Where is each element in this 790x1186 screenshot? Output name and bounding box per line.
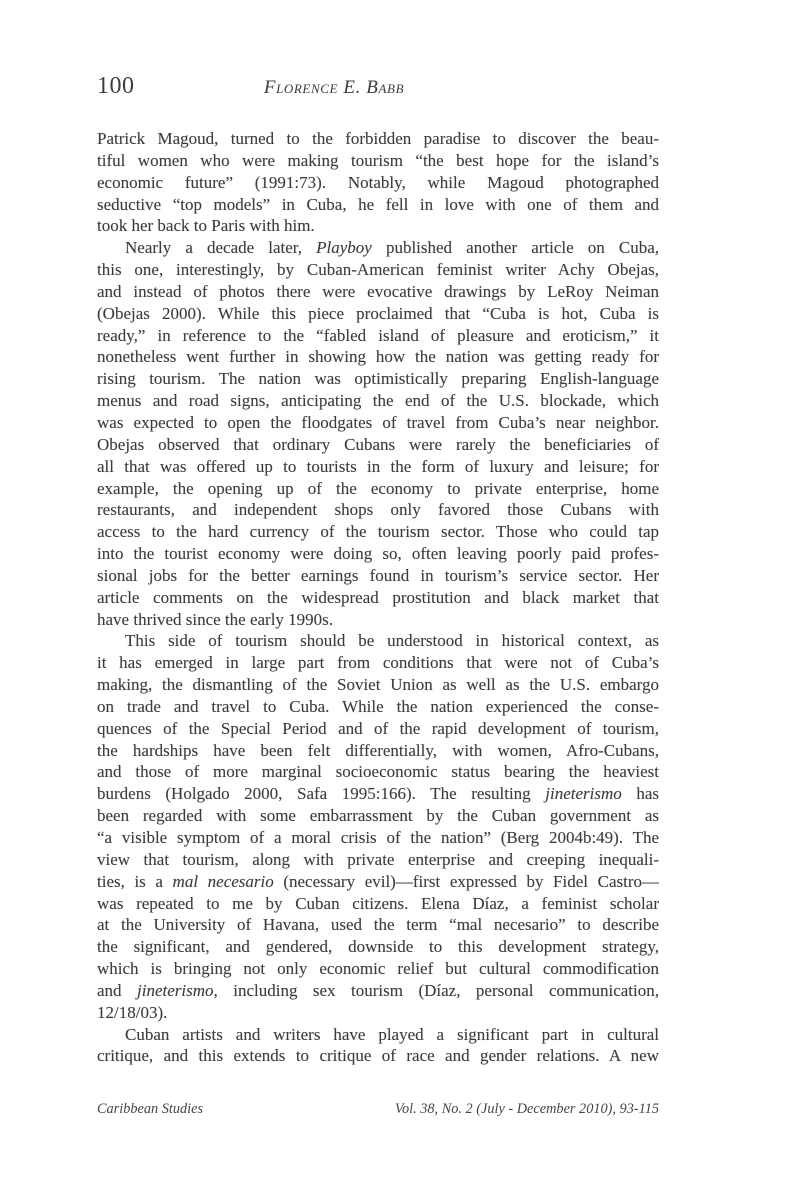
text-line (97, 456, 659, 478)
text-line (97, 346, 659, 368)
text-run: article comments on the widespread prostitution and black market that (97, 587, 659, 607)
text-line (97, 194, 659, 216)
text-line (97, 390, 659, 412)
text-line (97, 761, 659, 783)
text-run: (necessary evil)—first expressed by Fidel Castro— (273, 871, 659, 891)
text-run: view that tourism, along with private enterprise and creeping inequali- (97, 849, 659, 869)
text-run: critique, and this extends to critique of race and gender relations. A new (97, 1046, 659, 1066)
text-run: , including sex tourism (Díaz, personal communication, (213, 980, 659, 1000)
text-line (97, 652, 659, 674)
text-run: at the University of Havana, used the term “mal necesario” to describe (97, 915, 659, 935)
text-line (97, 128, 659, 150)
text-line (97, 368, 659, 390)
text-run: 12/18/03). (97, 1002, 168, 1022)
italic-text-run: jineterismo (137, 980, 214, 1000)
text-line (97, 434, 659, 456)
text-line (97, 827, 659, 849)
text-run: rising tourism. The nation was optimistically preparing English-language (97, 369, 659, 389)
running-head: Florence E. Babb (263, 77, 405, 98)
text-line (97, 936, 659, 958)
text-line (97, 237, 659, 259)
italic-text-run: Playboy (316, 238, 372, 258)
text-line (97, 150, 659, 172)
text-run: on trade and travel to Cuba. While the nation experienced the conse- (97, 696, 659, 716)
text-line (97, 914, 659, 936)
text-line (97, 805, 659, 827)
text-run: (Obejas 2000). While this piece proclaimed that “Cuba is hot, Cuba is (97, 303, 659, 323)
text-run: Cuban artists and writers have played a significant part in cultural (125, 1024, 659, 1044)
text-run: into the tourist economy were doing so, often leaving poorly paid profes- (97, 544, 659, 564)
text-run: this one, interestingly, by Cuban-American feminist writer Achy Obejas, (97, 260, 659, 280)
text-line (97, 521, 659, 543)
text-run: and those of more marginal socioeconomic status bearing the heaviest (97, 762, 659, 782)
text-run: the significant, and gendered, downside to this development strategy, (97, 937, 659, 957)
text-run: quences of the Special Period and of the rapid development of tourism, (97, 718, 659, 738)
text-line (97, 587, 659, 609)
text-run: sional jobs for the better earnings found in tourism’s service sector. Her (97, 565, 659, 585)
text-line (97, 1002, 659, 1024)
page-footer (97, 1101, 659, 1118)
text-run: nonetheless went further in showing how the nation was getting ready for (97, 347, 659, 367)
text-run: was repeated to me by Cuban citizens. Elena Díaz, a feminist scholar (97, 893, 659, 913)
text-run: was expected to open the floodgates of travel from Cuba’s near neighbor. (97, 412, 659, 432)
text-run: been regarded with some embarrassment by the Cuban government as (97, 806, 659, 826)
text-run: Obejas observed that ordinary Cubans were rarely the beneficiaries of (97, 434, 659, 454)
text-run: menus and road signs, anticipating the end of the U.S. blockade, which (97, 391, 659, 411)
text-run: example, the opening up of the economy to private enterprise, home (97, 478, 659, 498)
text-line (97, 849, 659, 871)
text-run: making, the dismantling of the Soviet Union as well as the U.S. embargo (97, 675, 659, 695)
text-line (97, 565, 659, 587)
text-run: “a visible symptom of a moral crisis of the nation” (Berg 2004b:49). The (97, 828, 659, 847)
body-text (97, 128, 659, 1067)
text-line (97, 259, 659, 281)
text-run: have thrived since the early 1990s. (97, 609, 334, 629)
text-line (97, 630, 659, 652)
text-run: ties, is a (97, 871, 173, 891)
italic-text-run: mal necesario (172, 871, 274, 891)
text-run: access to the hard currency of the tourism sector. Those who could tap (97, 522, 659, 542)
text-run: Nearly a decade later, (125, 238, 317, 258)
text-run: This side of tourism should be understood in historical context, as (125, 631, 659, 651)
text-line (97, 718, 659, 740)
text-run: which is bringing not only economic relief but cultural commodification (97, 959, 659, 979)
text-line (97, 958, 659, 980)
text-line (97, 499, 659, 521)
text-run: restaurants, and independent shops only favored those Cubans with (97, 500, 659, 520)
text-run: has (621, 784, 659, 804)
text-line (97, 281, 659, 303)
text-run: all that was offered up to tourists in the form of luxury and leisure; for (97, 456, 659, 476)
text-line (97, 478, 659, 500)
text-run: the hardships have been felt differentially, with women, Afro-Cubans, (97, 740, 659, 760)
text-line (97, 871, 659, 893)
text-run: published another article on Cuba, (371, 238, 659, 258)
text-line (97, 412, 659, 434)
text-line (97, 980, 659, 1002)
text-line (97, 172, 659, 194)
text-line (97, 1024, 659, 1046)
text-line (97, 325, 659, 347)
text-line (97, 543, 659, 565)
italic-text-run: jineterismo (545, 784, 622, 804)
text-line (97, 1045, 659, 1067)
text-run: and (97, 980, 138, 1000)
text-line (97, 740, 659, 762)
text-run: and instead of photos there were evocative drawings by LeRoy Neiman (97, 281, 659, 301)
text-run: burdens (Holgado 2000, Safa 1995:166). The resulting (97, 784, 546, 804)
text-run: seductive “top models” in Cuba, he fell in love with one of them and (97, 194, 659, 214)
text-run: it has emerged in large part from conditions that were not of Cuba’s (97, 653, 659, 673)
text-run: economic future” (1991:73). Notably, while Magoud photographed (97, 172, 659, 192)
text-line (97, 215, 659, 237)
text-line (97, 893, 659, 915)
volume-info: Vol. 38, No. 2 (July - December 2010), 93-115 (394, 1101, 659, 1117)
text-run: ready,” in reference to the “fabled island of pleasure and eroticism,” it (97, 325, 659, 345)
text-line (97, 609, 659, 631)
text-line (97, 303, 659, 325)
text-run: Patrick Magoud, turned to the forbidden paradise to discover the beau- (97, 129, 659, 148)
text-line (97, 783, 659, 805)
text-run: took her back to Paris with him. (97, 216, 315, 236)
text-line (97, 674, 659, 696)
journal-name: Caribbean Studies (97, 1101, 204, 1117)
text-run: tiful women who were making tourism “the best hope for the island’s (97, 150, 659, 170)
page-header (97, 74, 659, 100)
text-line (97, 696, 659, 718)
page-number: 100 (97, 73, 135, 99)
